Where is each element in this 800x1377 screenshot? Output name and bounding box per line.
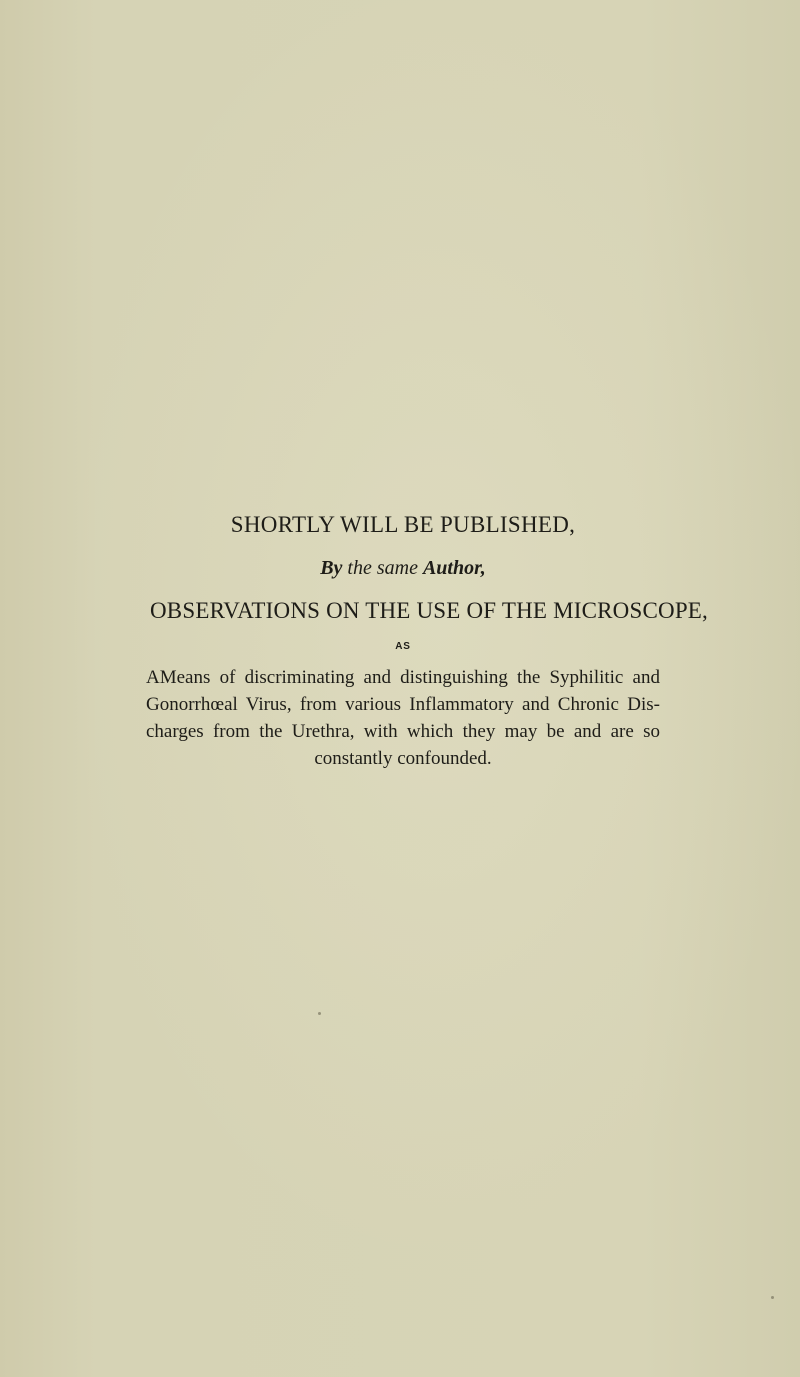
byline: [150, 556, 656, 580]
byline-middle: the same: [347, 557, 418, 580]
announcement-heading: SHORTLY WILL BE PUBLISHED,: [230, 512, 576, 537]
work-description: AMeans of discriminating and distinguishing the Syphilitic and Gonorrhœal Virus, from various Inflammatory and Chronic Dis- charges from the Urethra, with which they may be and are so constantly confounded.: [146, 666, 660, 769]
byline-author: Author,: [422, 557, 486, 580]
paper-speck: [318, 1012, 321, 1015]
work-title: OBSERVATIONS ON THE USE OF THE MICROSCOPE,: [150, 598, 709, 624]
byline-by: By: [320, 557, 343, 580]
paper-speck: [771, 1296, 774, 1299]
as-connector: AS: [395, 640, 411, 652]
announcement-block: [146, 512, 709, 772]
